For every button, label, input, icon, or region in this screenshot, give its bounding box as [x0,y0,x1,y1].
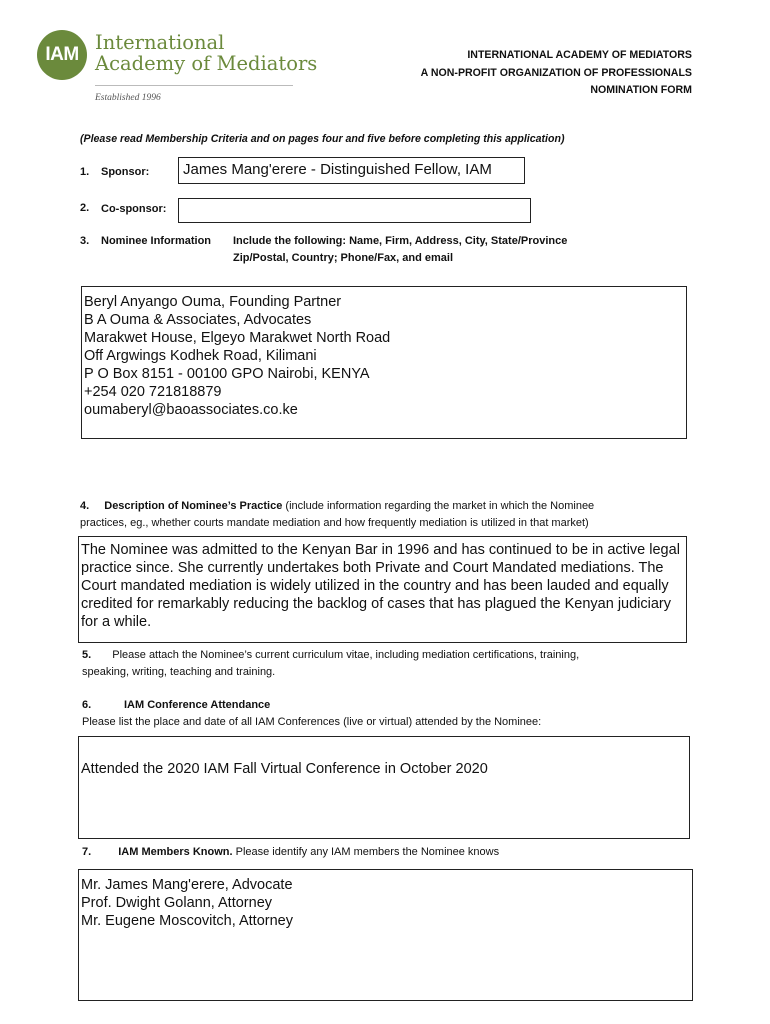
practice-number: 4. [80,500,90,512]
practice-heading [80,500,594,512]
practice-label: Description of Nominee’s Practice [104,500,283,512]
header-line3: NOMINATION FORM [590,84,692,96]
logo-established: Established 1996 [95,93,161,103]
practice-description-field[interactable]: The Nominee was admitted to the Kenyan Bar in 1996 and has continued to be in active legal practice since. She currently undertakes both Private and Court Mandated mediations. The Court mandated mediation is widely utilized in the country and has been lauded and equally credited for remarkably reducing the backlog of cases that has plagued the Kenyan judiciary for a while. [78,536,687,643]
members-field[interactable]: Mr. James Mang'erere, Advocate Prof. Dwight Golann, Attorney Mr. Eugene Moscovitch, Attorney [78,869,693,1001]
members-number: 7. [82,846,92,858]
sponsor-field[interactable]: James Mang'erere - Distinguished Fellow, IAM [178,157,525,184]
conference-label: IAM Conference Attendance [124,699,271,711]
logo-name-line1: International [95,31,225,54]
iam-logo-name [95,32,317,74]
header-line2: A NON-PROFIT ORGANIZATION OF PROFESSIONALS [420,66,692,79]
cv-text-a: Please attach the Nominee’s current curriculum vitae, including mediation certifications, training, [112,649,580,661]
members-instruction: Please identify any IAM members the Nominee knows [235,846,500,858]
members-label: IAM Members Known. [118,846,233,858]
cosponsor-field[interactable] [178,198,531,223]
sponsor-label: Sponsor: [101,166,150,178]
nominee-label: Nominee Information [101,235,212,247]
conference-field[interactable]: Attended the 2020 IAM Fall Virtual Conference in October 2020 [78,736,690,839]
nominee-instruction-line2: Zip/Postal, Country; Phone/Fax, and email [233,252,454,264]
cv-number: 5. [82,649,92,661]
members-heading [82,846,499,858]
logo-name-line2: Academy of Mediators [95,52,318,75]
conference-number: 6. [82,699,92,711]
nominee-info-field[interactable]: Beryl Anyango Ouma, Founding Partner B A Ouma & Associates, Advocates Marakwet House, Elgeyo Marakwet North Road Off Argwings Kodhek Road, Kilimani P O Box 8151 - 00100 GPO Nairobi, KENYA +254 020 721818879 oumaberyl@baoassociates.co.ke [81,286,687,439]
cosponsor-label: Co-sponsor: [101,203,167,215]
practice-instruction-a: (include information regarding the market in which the Nominee [285,500,595,512]
iam-logo-mark: IAM [37,30,87,80]
practice-instruction-b: practices, eg., whether courts mandate mediation and how frequently mediation is utilized in that market) [80,517,589,529]
cv-instruction [82,649,579,661]
nominee-instruction-line1: Include the following: Name, Firm, Address, City, State/Province [233,235,568,247]
form-header [421,47,692,100]
logo-divider [95,85,293,86]
cv-text-b: speaking, writing, teaching and training. [82,666,276,678]
sponsor-number: 1. [80,166,90,178]
cosponsor-number: 2. [80,202,90,214]
header-line1: INTERNATIONAL ACADEMY OF MEDIATORS [467,49,692,61]
conference-instruction: Please list the place and date of all IAM Conferences (live or virtual) attended by the Nominee: [82,716,542,728]
nominee-number: 3. [80,235,90,247]
instructions-note: (Please read Membership Criteria and on pages four and five before completing this application) [80,133,565,145]
